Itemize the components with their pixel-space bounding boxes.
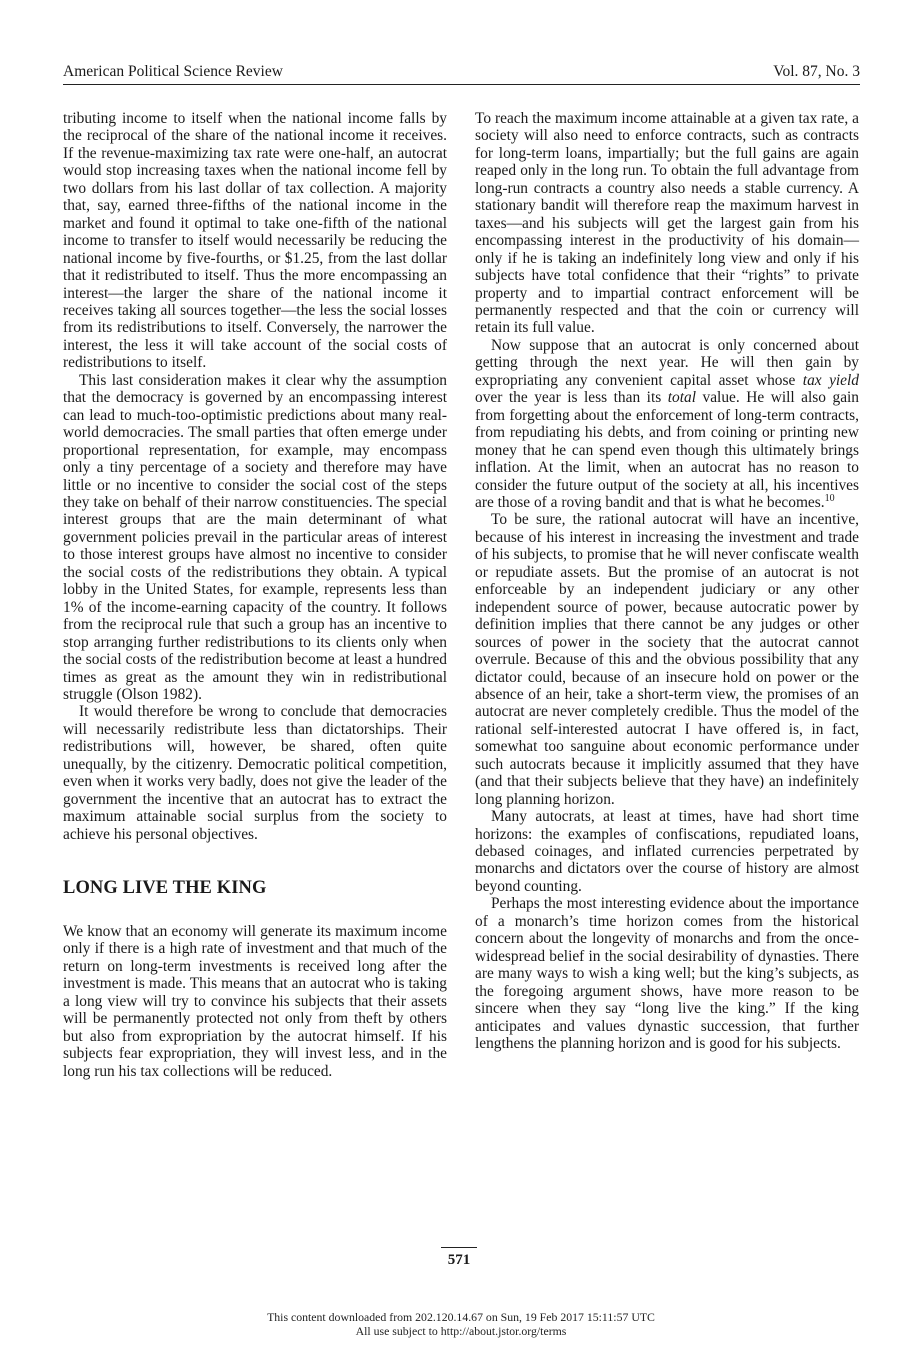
text-run: over the year is less than its <box>475 389 668 407</box>
header-rule <box>63 84 860 85</box>
left-column <box>63 110 447 1080</box>
paragraph: This last consideration makes it clear why the assumption that the democracy is governed by an encompassing interest can lead to much-too-optimistic predictions about many real-world democracies. The small parties that often emerge under proportional representation, for example, may encompass only a tiny percentage of a society and therefore may have little or no incentive to consider the social cost of the steps they take on behalf of their narrow constituencies. The special interest groups that are the main determinant of what government policies prevail in the particular areas of interest to those interest groups have almost no incentive to consider the social costs of the redistributions they obtain. A typical lobby in the United States, for example, represents less than 1% of the income-earning capacity of the country. It follows from the reciprocal rule that such a group has an incentive to stop arranging further redistributions to its clients only when the social costs of the redistribution become at least a hundred times as great as the amount they win in redistributional struggle (Olson 1982). <box>63 371 447 703</box>
right-column <box>475 110 859 1052</box>
paragraph: To be sure, the rational autocrat will have an incentive, because of his interest in increasing the investment and trade of his subjects, to promise that he will never confiscate wealth or repudiate assets. But the promise of an autocrat is not enforceable by an independent judiciary or any other independent source of power, because autocratic power by definition implies that there cannot be any judges or other sources of power in the society that the autocrat cannot overrule. Because of this and the obvious possibility that any dictator could, because of an insecure hold on power or the absence of an heir, take a short-term view, the promises of an autocrat are never completely credible. Thus the model of the rational self-interested autocrat I have offered is, in fact, somewhat too sanguine about economic performance under such autocrats because it implicitly assumed that they have (and that their subjects believe that they have) an indefinitely long planning horizon. <box>475 511 859 808</box>
paragraph <box>475 337 859 512</box>
paragraph: To reach the maximum income attainable at a given tax rate, a society will also need to enforce contracts, such as contracts for long-term loans, impartially; but the full gains are again reaped only in the long run. To obtain the full advantage from long-run contracts a country also needs a stable currency. A stationary bandit will therefore reap the maximum harvest in taxes—and his subjects will get the largest gain from his encompassing interest in the productivity of his domain—only if he is taking an indefinitely long view and only if his subjects have total confidence that their “rights” to private property and to impartial contract enforcement will be permanently respected and that the coin or currency will retain its full value. <box>475 110 859 337</box>
volume-issue: Vol. 87, No. 3 <box>773 63 860 80</box>
paragraph: tributing income to itself when the national income falls by the reciprocal of the share of the national income it receives. If the revenue-maximizing tax rate were one-half, an autocrat would stop increasing taxes when the national income fell by two dollars from his last dollar of tax collection. A majority that, say, earned three-fifths of the national income in the market and found it optimal to take one-fifth of the national income to transfer to itself would necessarily be reducing the national income by five-fourths, or $1.25, from the last dollar that it redistributed to itself. Thus the more encompassing an interest—the larger the share of the national income it receives taking all sources together—the less the social losses from its redistributions to itself. Conversely, the narrower the interest, the less it will take account of the social costs of redistributions to itself. <box>63 110 447 372</box>
emphasis-text: total <box>667 389 696 407</box>
footer-download-notice: This content downloaded from 202.120.14.67 on Sun, 19 Feb 2017 15:11:57 UTC <box>267 1310 655 1324</box>
footnote-marker[interactable]: 10 <box>824 492 835 504</box>
section-heading: LONG LIVE THE KING <box>63 878 267 899</box>
page-number: 571 <box>441 1247 477 1269</box>
download-footer <box>0 1310 922 1338</box>
text-run: value. He will also gain from forgetting about the enforcement of long-term contracts, from repudiating his debts, and from coining or printing new money that he can spend even though this ultimately brings inflation. At the limit, when an autocrat has no reason to consider the future output of the society at all, his incentives are those of a roving bandit and that is what he becomes. <box>475 389 860 511</box>
paragraph: We know that an economy will generate its maximum income only if there is a high rate of investment and that much of the return on long-term investments is received long after the investment is made. This means that an autocrat who is taking a long view will try to convince his subjects that their assets will be permanently protected not only from theft by others but also from expropriation by the autocrat himself. If his subjects fear expropriation, they will invest less, and in the long run his tax collections will be reduced. <box>63 923 447 1080</box>
text-run: Now suppose that an autocrat is only concerned about getting through the next year. He will then gain by expropriating any convenient capital asset whose <box>475 336 859 389</box>
paragraph: It would therefore be wrong to conclude that democracies will necessarily redistribute less than dictatorships. Their redistributions will, however, be shared, often quite unequally, by the citizenry. Democratic political competition, even when it works very badly, does not give the leader of the government the incentive that an autocrat has to extract the maximum attainable social surplus from the society to achieve his personal objectives. <box>63 703 447 843</box>
paragraph: Perhaps the most interesting evidence about the importance of a monarch’s time horizon comes from the historical concern about the longevity of monarchs and from the once-widespread belief in the social desirability of dynasties. There are many ways to wish a king well; but the king’s subjects, as the foregoing argument shows, have more reason to be sincere when they say “long live the king.” If the king anticipates and values dynastic succession, that further lengthens the planning horizon and is good for his subjects. <box>475 895 859 1053</box>
journal-title: American Political Science Review <box>63 63 283 80</box>
paragraph: Many autocrats, at least at times, have had short time horizons: the examples of confiscations, repudiated loans, debased coinages, and inflated currencies perpetrated by monarchs and dictators over the course of history are almost beyond counting. <box>475 808 859 895</box>
footer-terms-link[interactable]: All use subject to http://about.jstor.org/terms <box>355 1324 567 1338</box>
running-header <box>63 62 860 84</box>
emphasis-text: tax yield <box>802 371 859 389</box>
